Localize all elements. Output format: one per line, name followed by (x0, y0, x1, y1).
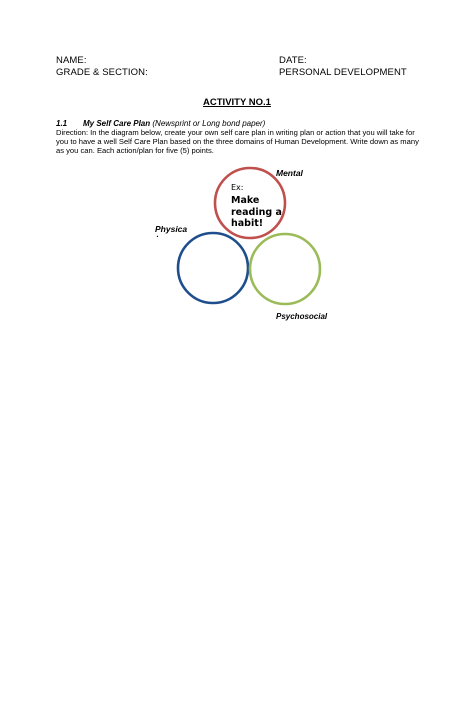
plan-subtitle: (Newsprint or Long bond paper) (152, 119, 266, 128)
name-label: NAME: (56, 55, 87, 66)
subject-label: PERSONAL DEVELOPMENT (279, 67, 407, 78)
psychosocial-label: Psychosocial (276, 312, 328, 321)
example-prefix: Ex: (231, 183, 244, 192)
activity-title: ACTIVITY NO.1 (203, 97, 271, 108)
grade-section-label: GRADE & SECTION: (56, 67, 148, 78)
date-label: DATE: (279, 55, 307, 66)
example-text: Make reading a habit! (231, 195, 282, 229)
psychosocial-circle (250, 234, 320, 304)
direction-text: Direction: In the diagram below, create your own self care plan in writing plan or action that you will take for you to have a well Self Care Plan based on the three domains of Human Development. Write down as many as you can. Each action/plan for five (5) points. (56, 128, 419, 156)
section-number: 1.1 (56, 119, 68, 128)
plan-title: My Self Care Plan (83, 119, 151, 128)
physical-label-tail: · (156, 232, 159, 241)
mental-label: Mental (276, 168, 303, 178)
physical-circle (178, 233, 248, 303)
physical-label: Physica (155, 224, 188, 234)
